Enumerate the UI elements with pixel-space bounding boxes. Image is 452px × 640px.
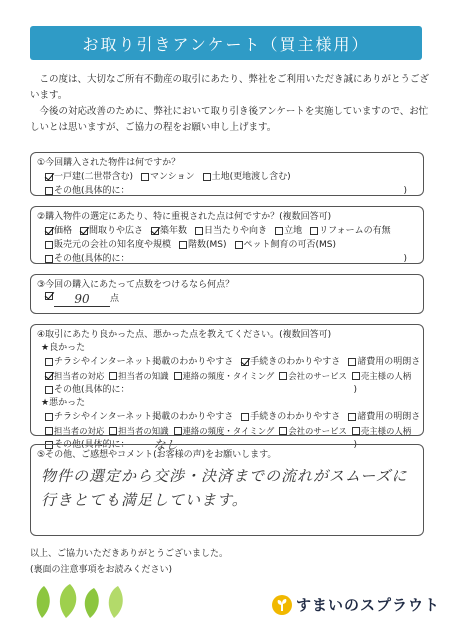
checkbox[interactable] xyxy=(45,241,53,249)
q4-bad-row-1 xyxy=(37,410,421,424)
checkbox[interactable] xyxy=(352,372,360,380)
q4-bad-heading: ★悪かった xyxy=(41,398,86,408)
q2-other-row: その他(具体的に： ) xyxy=(37,252,417,266)
company-name: すまいのスプラウト xyxy=(296,596,441,614)
q2-options-row-1 xyxy=(37,224,417,238)
sprout-logo-icon xyxy=(272,595,292,615)
checkbox[interactable] xyxy=(45,173,53,181)
q4-bad-fees[interactable]: 諸費用の明朗さ xyxy=(348,410,420,424)
checkbox[interactable] xyxy=(45,227,53,235)
checkbox[interactable] xyxy=(45,386,53,394)
q4-good-row-1 xyxy=(37,355,421,369)
closing-note: (裏面の注意事項をお読みください) xyxy=(30,565,173,575)
q4-bad-other[interactable]: その他(具体的に： xyxy=(45,438,130,452)
checkbox[interactable] xyxy=(241,358,249,366)
q4-good-fees[interactable]: 諸費用の明朗さ xyxy=(348,355,420,369)
question-2-title: ②購入物件の選定にあたり、特に重視された点は何ですか？(複数回答可) xyxy=(37,212,332,222)
q1-option-other[interactable]: その他(具体的に： xyxy=(45,184,130,198)
q4-good-other-row: その他(具体的に： ) xyxy=(37,383,417,397)
checkbox[interactable] xyxy=(45,255,53,263)
q1-option-land[interactable]: 土地(更地渡し含む) xyxy=(203,170,291,184)
q4-bad-staff-response[interactable]: 担当者の対応 xyxy=(45,424,104,438)
checkbox[interactable] xyxy=(241,413,249,421)
q3-score-value[interactable]: 90 xyxy=(54,292,110,307)
intro-paragraph-1: この度は、大切なご所有不動産の取引にあたり、弊社をご利用いただき誠にありがとうございます。 xyxy=(30,74,430,101)
q4-bad-procedure[interactable]: 手続きのわかりやすさ xyxy=(241,410,340,424)
company-logo xyxy=(272,594,440,615)
q2-option-pets[interactable]: ペット飼育の可否(MS) xyxy=(235,238,337,252)
question-1-title: ①今回購入された物件は何ですか？ xyxy=(37,158,181,168)
checkbox[interactable] xyxy=(235,241,243,249)
q4-good-ads[interactable]: チラシやインターネット掲載のわかりやすさ xyxy=(45,355,233,369)
closing-text xyxy=(30,546,228,578)
q3-score-row xyxy=(37,292,417,307)
checkbox[interactable] xyxy=(141,173,149,181)
q4-bad-seller[interactable]: 売主様の人柄 xyxy=(352,424,411,438)
checkbox[interactable] xyxy=(348,413,356,421)
question-5-title: ⑤その他、ご感想やコメント(お客様の声)をお願いします。 xyxy=(37,450,277,460)
checkbox[interactable] xyxy=(45,358,53,366)
q2-options-row-2 xyxy=(37,238,417,252)
question-2-box xyxy=(30,206,424,264)
question-3-title: ③今回の購入にあたって点数をつけるなら何点？ xyxy=(37,280,235,290)
q3-score-unit: 点 xyxy=(110,294,120,304)
q4-good-service[interactable]: 会社のサービス xyxy=(279,369,347,383)
q4-bad-service[interactable]: 会社のサービス xyxy=(279,424,347,438)
checkbox[interactable] xyxy=(151,227,159,235)
q1-option-condo[interactable]: マンション xyxy=(141,170,195,184)
checkbox[interactable] xyxy=(174,427,182,435)
q4-good-staff-response[interactable]: 担当者の対応 xyxy=(45,369,104,383)
q1-option-detached-house[interactable]: 一戸建(二世帯含む) xyxy=(45,170,133,184)
question-1-box xyxy=(30,152,424,196)
question-1-options xyxy=(37,170,417,184)
q4-bad-other-row: その他(具体的に： なし ) xyxy=(37,438,417,452)
q2-option-layout[interactable]: 間取りや広さ xyxy=(80,224,143,238)
closing-thanks: 以上、ご協力いただきありがとうございました。 xyxy=(30,549,229,559)
q2-option-company[interactable]: 販売元の会社の知名度や規模 xyxy=(45,238,171,252)
q2-option-sunlight[interactable]: 日当たりや向き xyxy=(195,224,267,238)
checkbox[interactable] xyxy=(203,173,211,181)
checkbox[interactable] xyxy=(174,372,182,380)
q2-option-other[interactable]: その他(具体的に： xyxy=(45,252,130,266)
leaf-decoration-icon xyxy=(32,584,142,620)
checkbox[interactable] xyxy=(45,427,53,435)
checkbox[interactable] xyxy=(45,187,53,195)
q4-good-staff-knowledge[interactable]: 担当者の知識 xyxy=(109,369,168,383)
q1-other-row: その他(具体的に： ) xyxy=(37,184,417,198)
q5-comment-line-1[interactable]: 物件の選定から交渉・決済までの流れがスムーズに xyxy=(41,467,408,485)
q4-good-row-2 xyxy=(37,369,417,383)
question-3-box xyxy=(30,274,424,314)
checkbox[interactable] xyxy=(45,372,53,380)
survey-title: お取り引きアンケート（買主様用） xyxy=(82,34,370,54)
checkbox[interactable] xyxy=(45,413,53,421)
q4-bad-staff-knowledge[interactable]: 担当者の知識 xyxy=(109,424,168,438)
q5-comment-line-2[interactable]: 行きとても満足しています。 xyxy=(41,491,248,509)
q4-bad-row-2 xyxy=(37,424,417,438)
q4-bad-other-value[interactable]: なし xyxy=(153,438,178,452)
checkbox[interactable] xyxy=(45,292,53,300)
question-4-title: ④取引にあたり良かった点、悪かった点を教えてください。(複数回答可) xyxy=(37,330,332,340)
checkbox[interactable] xyxy=(109,372,117,380)
question-4-box xyxy=(30,324,424,452)
checkbox[interactable] xyxy=(279,427,287,435)
q4-good-seller[interactable]: 売主様の人柄 xyxy=(352,369,411,383)
checkbox[interactable] xyxy=(80,227,88,235)
checkbox[interactable] xyxy=(275,227,283,235)
checkbox[interactable] xyxy=(348,358,356,366)
intro-paragraph-2: 今後の対応改善のために、弊社において取り引き後アンケートを実施していますので、お忙しいとは思いますが、ご協力の程をお願い申し上げます。 xyxy=(30,106,429,133)
q4-bad-contact[interactable]: 連絡の頻度・タイミング xyxy=(174,424,275,438)
q4-good-contact[interactable]: 連絡の頻度・タイミング xyxy=(174,369,275,383)
checkbox[interactable] xyxy=(279,372,287,380)
checkbox[interactable] xyxy=(109,427,117,435)
q2-option-location[interactable]: 立地 xyxy=(275,224,302,238)
q2-option-price[interactable]: 価格 xyxy=(45,224,72,238)
q2-option-reform[interactable]: リフォームの有無 xyxy=(310,224,391,238)
q4-good-heading: ★良かった xyxy=(41,343,86,353)
checkbox[interactable] xyxy=(310,227,318,235)
q4-good-procedure[interactable]: 手続きのわかりやすさ xyxy=(241,355,340,369)
survey-title-band xyxy=(30,26,422,60)
q2-option-floor[interactable]: 階数(MS) xyxy=(179,238,227,252)
checkbox[interactable] xyxy=(179,241,187,249)
checkbox[interactable] xyxy=(352,427,360,435)
q2-option-age[interactable]: 築年数 xyxy=(151,224,187,238)
checkbox[interactable] xyxy=(195,227,203,235)
q4-bad-ads[interactable]: チラシやインターネット掲載のわかりやすさ xyxy=(45,410,233,424)
intro-text xyxy=(30,72,430,136)
question-5-box xyxy=(30,444,424,536)
q4-good-other[interactable]: その他(具体的に： xyxy=(45,383,130,397)
